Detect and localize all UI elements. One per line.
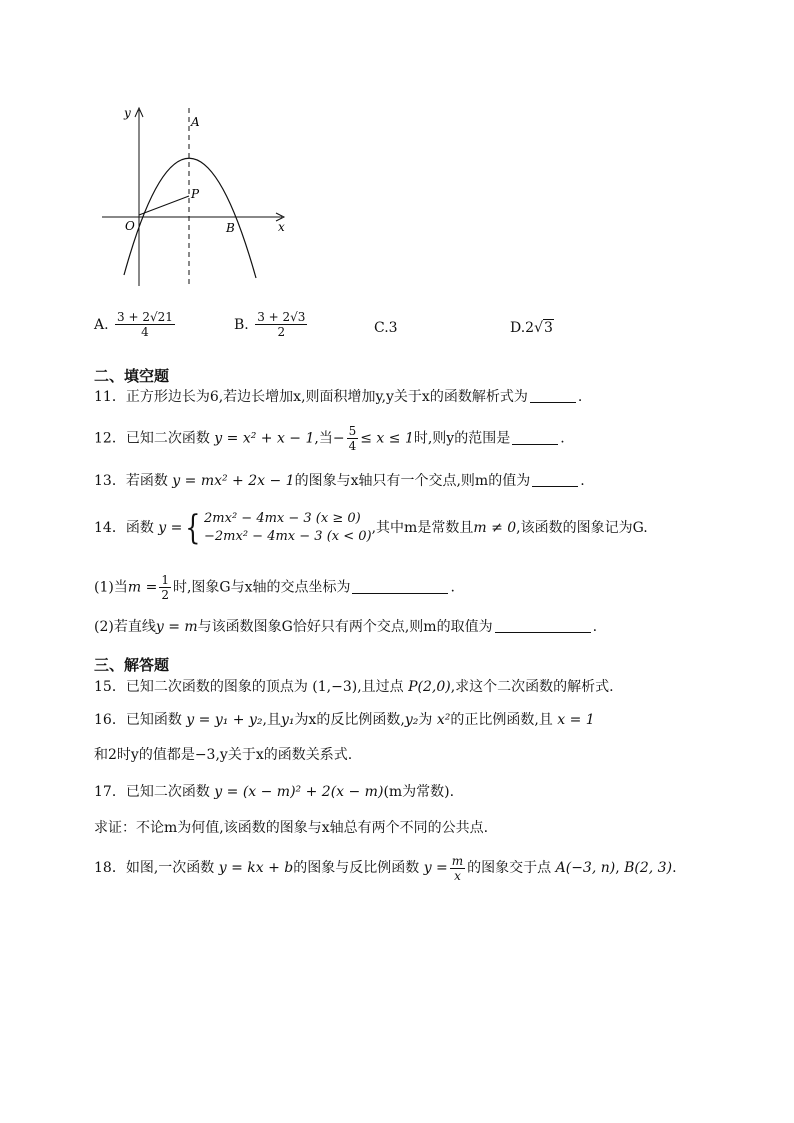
- option-a-numerator: 3 + 2√21: [117, 310, 173, 324]
- q18-frac-num: m: [451, 853, 464, 868]
- q16-x-equals-1: x = 1: [557, 712, 595, 728]
- q16-y1: y₁: [280, 712, 295, 728]
- q14-2-formula: y = m: [155, 619, 198, 635]
- q12-suffix: 时,则y的范围是: [413, 430, 511, 447]
- segment-op: [139, 196, 189, 215]
- q17-proof-text: 求证：不论m为何值,该函数的图象与x轴总有两个不同的公共点.: [94, 820, 489, 836]
- option-a-fraction: [115, 310, 175, 339]
- point-a-label: A: [191, 115, 200, 129]
- option-a-prefix: A.: [94, 316, 109, 333]
- q18-point-a: A(−3, n): [555, 860, 616, 876]
- q16-mid-1: ,且: [262, 712, 281, 728]
- q16-y2: y₂: [404, 712, 419, 728]
- parabola-curve: [124, 158, 256, 278]
- x-label: x: [278, 220, 285, 234]
- q12-frac-num: 5: [348, 424, 357, 438]
- parabola-graph: [98, 100, 298, 290]
- option-b-fraction: [255, 310, 307, 339]
- q12-end: .: [560, 430, 565, 447]
- origin-label: O: [125, 219, 135, 233]
- question-16: [94, 710, 595, 730]
- q11-end: .: [577, 389, 583, 405]
- q14-suffix: ,其中m是常数且: [371, 520, 474, 536]
- q18-separator: ,: [615, 860, 620, 876]
- q13-formula: y = mx² + 2x − 1: [172, 473, 295, 489]
- answer-options: [94, 310, 714, 350]
- q14-suffix-2: ,该函数的图象记为G.: [516, 520, 648, 536]
- q12-formula: y = x² + x − 1: [214, 430, 315, 447]
- option-d[interactable]: [510, 320, 554, 336]
- question-14-part-1: [94, 573, 455, 602]
- option-b[interactable]: [234, 310, 309, 339]
- q15-suffix: ,求这个二次函数的解析式.: [450, 679, 614, 695]
- q12-inequality: ≤ x ≤ 1: [360, 430, 414, 447]
- q14-1-fraction: [159, 573, 171, 602]
- q16-continued-text: 和2时y的值都是−3,y关于x的函数关系式.: [94, 747, 353, 763]
- q14-1-prefix: (1)当: [94, 579, 128, 596]
- q14-1-suffix: 时,图象G与x轴的交点坐标为: [172, 579, 351, 596]
- q11-text: 11．正方形边长为6,若边长增加x,则面积增加y,y关于x的函数解析式为: [94, 389, 528, 405]
- question-11: [94, 387, 582, 407]
- q14-1-lhs: m =: [127, 579, 158, 596]
- section-answer-title: 三、解答题: [94, 656, 170, 674]
- question-17: [94, 782, 454, 802]
- q17-prefix: 17．已知二次函数: [94, 784, 210, 800]
- q13-answer-blank[interactable]: [532, 472, 578, 487]
- question-16-continued: [94, 745, 352, 765]
- q17-formula: y = (x − m)² + 2(x − m): [214, 784, 384, 800]
- parabola-figure: [98, 100, 298, 290]
- point-p-label: P: [191, 187, 200, 201]
- q18-frac-den: x: [454, 868, 461, 883]
- q14-2-end: .: [592, 619, 598, 635]
- option-d-prefix: D.2: [510, 320, 535, 336]
- q14-piece-2: −2mx² − 4mx − 3 (x < 0): [204, 529, 372, 544]
- section-fill-blank-title: 二、填空题: [94, 367, 170, 385]
- q18-point-b: B(2, 3): [624, 860, 673, 876]
- q14-lhs: y =: [158, 520, 183, 536]
- q16-x-squared: x²: [436, 712, 451, 728]
- q17-suffix: (m为常数).: [383, 784, 455, 800]
- q16-mid-4: 的正比例函数,且: [450, 712, 553, 728]
- q15-point: P(2,0): [408, 679, 451, 695]
- q14-piecewise: [204, 510, 372, 546]
- q16-mid-3: 为: [418, 712, 433, 728]
- question-14-part-2: [94, 617, 597, 637]
- option-a-denominator: 4: [141, 325, 149, 339]
- q13-end: .: [580, 473, 585, 489]
- q13-suffix: 的图象与x轴只有一个交点,则m的值为: [294, 473, 531, 489]
- question-13: [94, 471, 585, 491]
- q18-prefix: 18．如图,一次函数: [94, 860, 215, 876]
- q14-piece-1: 2mx² − 4mx − 3 (x ≥ 0): [204, 511, 361, 526]
- question-12: [94, 424, 565, 453]
- question-17-proof: [94, 818, 488, 838]
- q18-fraction: [450, 854, 465, 883]
- q14-condition: m ≠ 0: [473, 520, 517, 536]
- option-d-radicand: 3: [544, 320, 553, 336]
- q14-1-answer-blank[interactable]: [352, 579, 448, 594]
- q11-answer-blank[interactable]: [530, 388, 576, 403]
- q12-fraction: [347, 424, 359, 453]
- question-15: [94, 677, 614, 697]
- question-14: [94, 508, 648, 548]
- q15-prefix: 15．已知二次函数的图象的顶点为: [94, 679, 308, 695]
- q14-1-frac-num: 1: [161, 573, 169, 587]
- q15-vertex: (1,−3): [312, 679, 358, 695]
- option-c-label: C.3: [374, 320, 398, 336]
- q16-formula: y = y₁ + y₂: [186, 712, 263, 728]
- q16-mid-2: 为x的反比例函数,: [294, 712, 405, 728]
- point-b-label: B: [226, 221, 235, 235]
- q12-minus: −: [332, 430, 345, 447]
- q14-1-frac-den: 2: [161, 588, 169, 602]
- q18-mid: 的图象与反比例函数: [293, 860, 420, 876]
- q14-1-end: .: [450, 579, 455, 596]
- option-b-numerator: 3 + 2√3: [257, 310, 306, 324]
- q16-prefix: 16．已知函数: [94, 712, 182, 728]
- option-c[interactable]: [374, 320, 398, 336]
- q14-2-prefix: (2)若直线: [94, 619, 156, 635]
- q18-end: .: [672, 860, 677, 876]
- q14-prefix: 14．函数: [94, 520, 154, 536]
- q12-prefix: 12．已知二次函数: [94, 430, 210, 447]
- q15-mid: ,且过点: [357, 679, 404, 695]
- q14-2-answer-blank[interactable]: [495, 618, 591, 633]
- option-b-prefix: B.: [234, 316, 249, 333]
- question-18: [94, 852, 677, 884]
- q12-frac-den: 4: [348, 439, 357, 453]
- q18-suffix: 的图象交于点: [467, 860, 552, 876]
- piecewise-brace: {: [185, 508, 201, 548]
- q18-lhs: y =: [423, 860, 448, 876]
- q13-prefix: 13．若函数: [94, 473, 168, 489]
- q14-2-suffix: 与该函数图象G恰好只有两个交点,则m的取值为: [197, 619, 493, 635]
- q18-formula: y = kx + b: [218, 860, 294, 876]
- q12-answer-blank[interactable]: [512, 430, 558, 445]
- y-label: y: [124, 106, 131, 120]
- sqrt-symbol: √: [534, 320, 544, 336]
- q12-mid: ,当: [314, 430, 333, 447]
- option-b-denominator: 2: [277, 325, 286, 339]
- option-a[interactable]: [94, 310, 177, 339]
